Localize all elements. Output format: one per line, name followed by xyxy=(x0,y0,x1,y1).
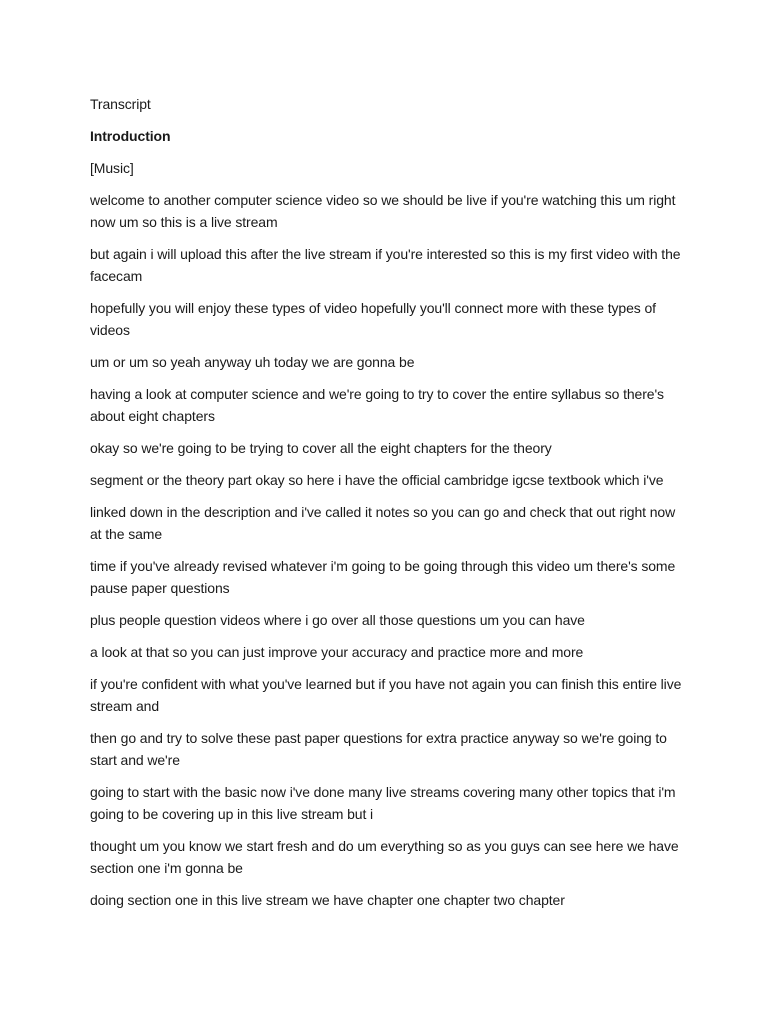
transcript-paragraph: doing section one in this live stream we have chapter one chapter two chapter xyxy=(90,892,565,908)
transcript-paragraph: segment or the theory part okay so here i have the official cambridge igcse textbook which i've xyxy=(90,472,664,488)
transcript-paragraph: hopefully you will enjoy these types of video hopefully you'll connect more with these types of videos xyxy=(90,300,656,338)
transcript-paragraph: welcome to another computer science video so we should be live if you're watching this um right now um so this is a live stream xyxy=(90,192,676,230)
transcript-paragraph: thought um you know we start fresh and do um everything so as you guys can see here we have section one i'm gonna be xyxy=(90,838,679,876)
section-heading: Introduction xyxy=(90,128,171,144)
transcript-paragraph: having a look at computer science and we're going to try to cover the entire syllabus so there's about eight chapters xyxy=(90,386,664,424)
transcript-paragraph: time if you've already revised whatever i'm going to be going through this video um there's some pause paper questions xyxy=(90,558,676,596)
transcript-paragraph: plus people question videos where i go over all those questions um you can have xyxy=(90,612,585,628)
transcript-paragraph: then go and try to solve these past paper questions for extra practice anyway so we're going to start and we're xyxy=(90,730,667,768)
transcript-paragraph: a look at that so you can just improve your accuracy and practice more and more xyxy=(90,644,584,660)
transcript-paragraph: okay so we're going to be trying to cover all the eight chapters for the theory xyxy=(90,440,552,456)
transcript-paragraph: but again i will upload this after the live stream if you're interested so this is my first video with the facecam xyxy=(90,246,681,284)
transcript-page xyxy=(90,93,690,921)
transcript-paragraph: if you're confident with what you've learned but if you have not again you can finish this entire live stream and xyxy=(90,676,682,714)
transcript-paragraph: linked down in the description and i've called it notes so you can go and check that out right now at the same xyxy=(90,504,676,542)
document-title: Transcript xyxy=(90,96,151,112)
transcript-paragraph: going to start with the basic now i've done many live streams covering many other topics that i'm going to be covering up in this live stream but i xyxy=(90,784,676,822)
transcript-paragraph: um or um so yeah anyway uh today we are gonna be xyxy=(90,354,415,370)
transcript-paragraph: [Music] xyxy=(90,160,134,176)
